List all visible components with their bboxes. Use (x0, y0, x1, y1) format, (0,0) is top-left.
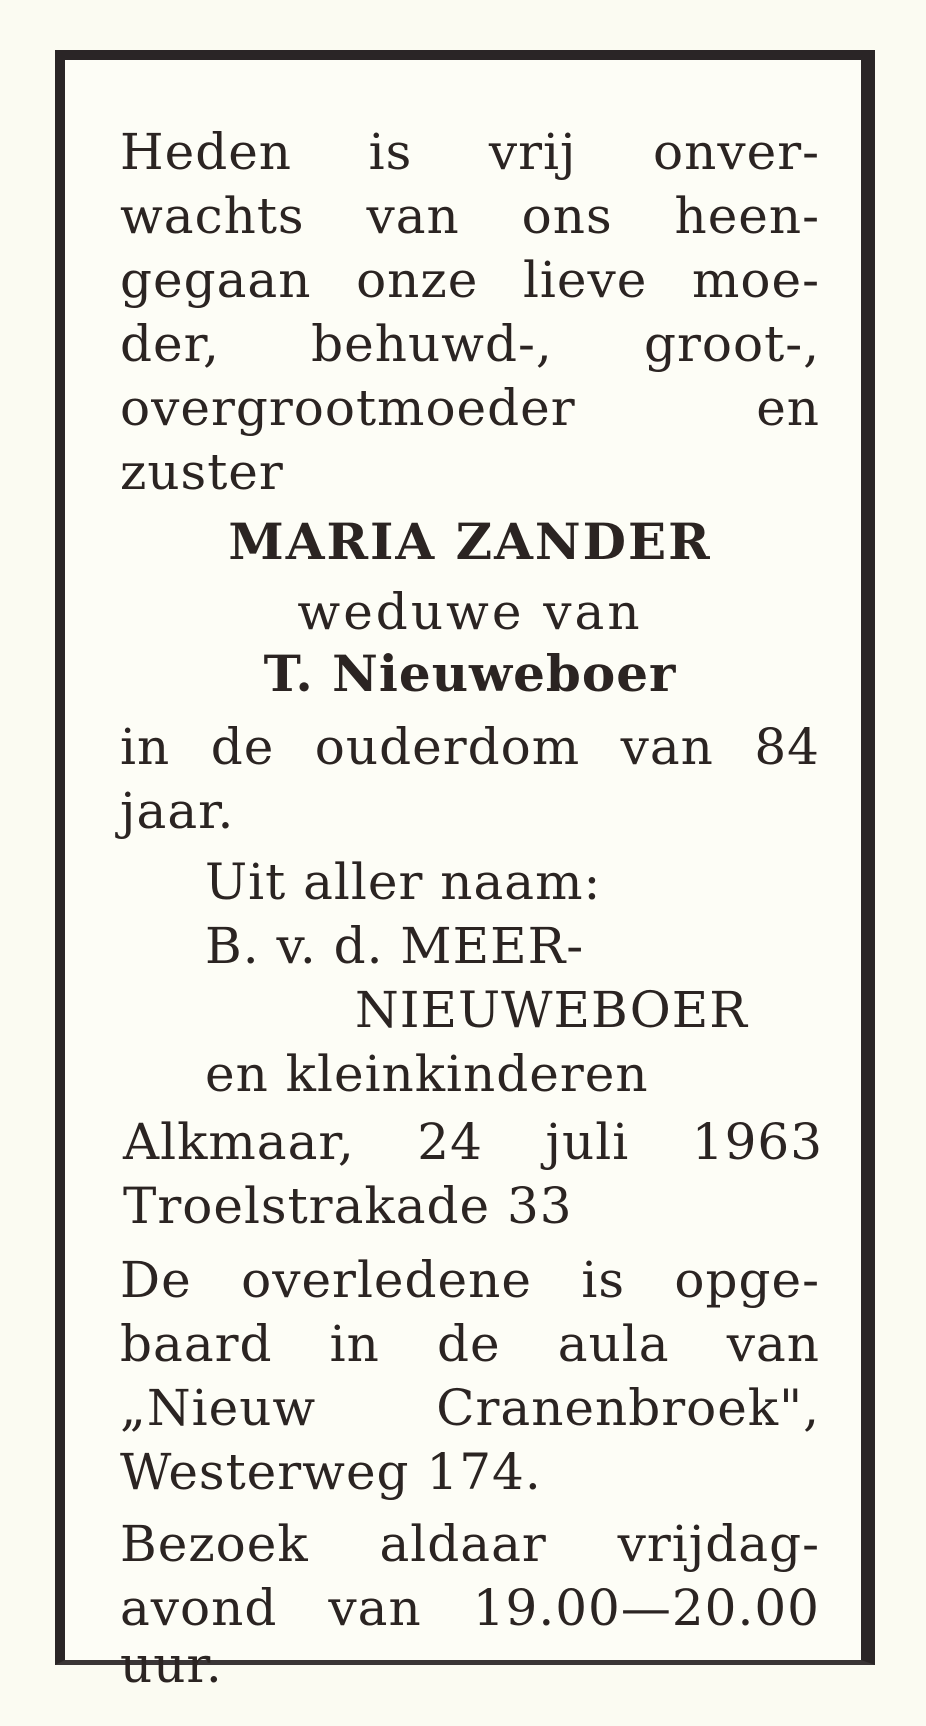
widow-of-label: weduwe van (297, 583, 643, 641)
visit-line-3: uur. (120, 1636, 223, 1694)
laid-out-line-1: De overledene is opge- (120, 1251, 820, 1309)
intro-line-3: gegaan onze lieve moe- (120, 251, 820, 309)
intro-line-1: Heden is vrij onver- (120, 123, 820, 181)
intro-line-6: zuster (120, 443, 284, 501)
signed-line-3: en kleinkinderen (205, 1045, 649, 1103)
visit-line-2: avond van 19.00—20.00 (120, 1579, 820, 1637)
intro-line-2: wachts van ons heen- (120, 187, 820, 245)
signed-line-1: B. v. d. MEER- (205, 917, 585, 975)
signed-heading: Uit aller naam: (205, 853, 602, 911)
address: Troelstrakade 33 (123, 1177, 573, 1235)
laid-out-line-4: Westerweg 174. (120, 1443, 542, 1501)
intro-line-4: der, behuwd-, groot-, (120, 315, 820, 373)
intro-line-5: overgrootmoeder en (120, 379, 820, 437)
place-date: Alkmaar, 24 juli 1963 (123, 1113, 823, 1171)
laid-out-line-3: „Nieuw Cranenbroek", (120, 1379, 820, 1437)
age-line-2: jaar. (120, 782, 235, 840)
age-line-1: in de ouderdom van 84 (120, 718, 820, 776)
obituary-clipping (55, 50, 875, 1694)
husband-name: T. Nieuweboer (263, 644, 677, 703)
deceased-name: MARIA ZANDER (228, 512, 712, 571)
visit-line-1: Bezoek aldaar vrijdag- (120, 1515, 820, 1573)
signed-line-2: NIEUWEBOER (355, 981, 748, 1039)
laid-out-line-2: baard in de aula van (120, 1315, 820, 1373)
